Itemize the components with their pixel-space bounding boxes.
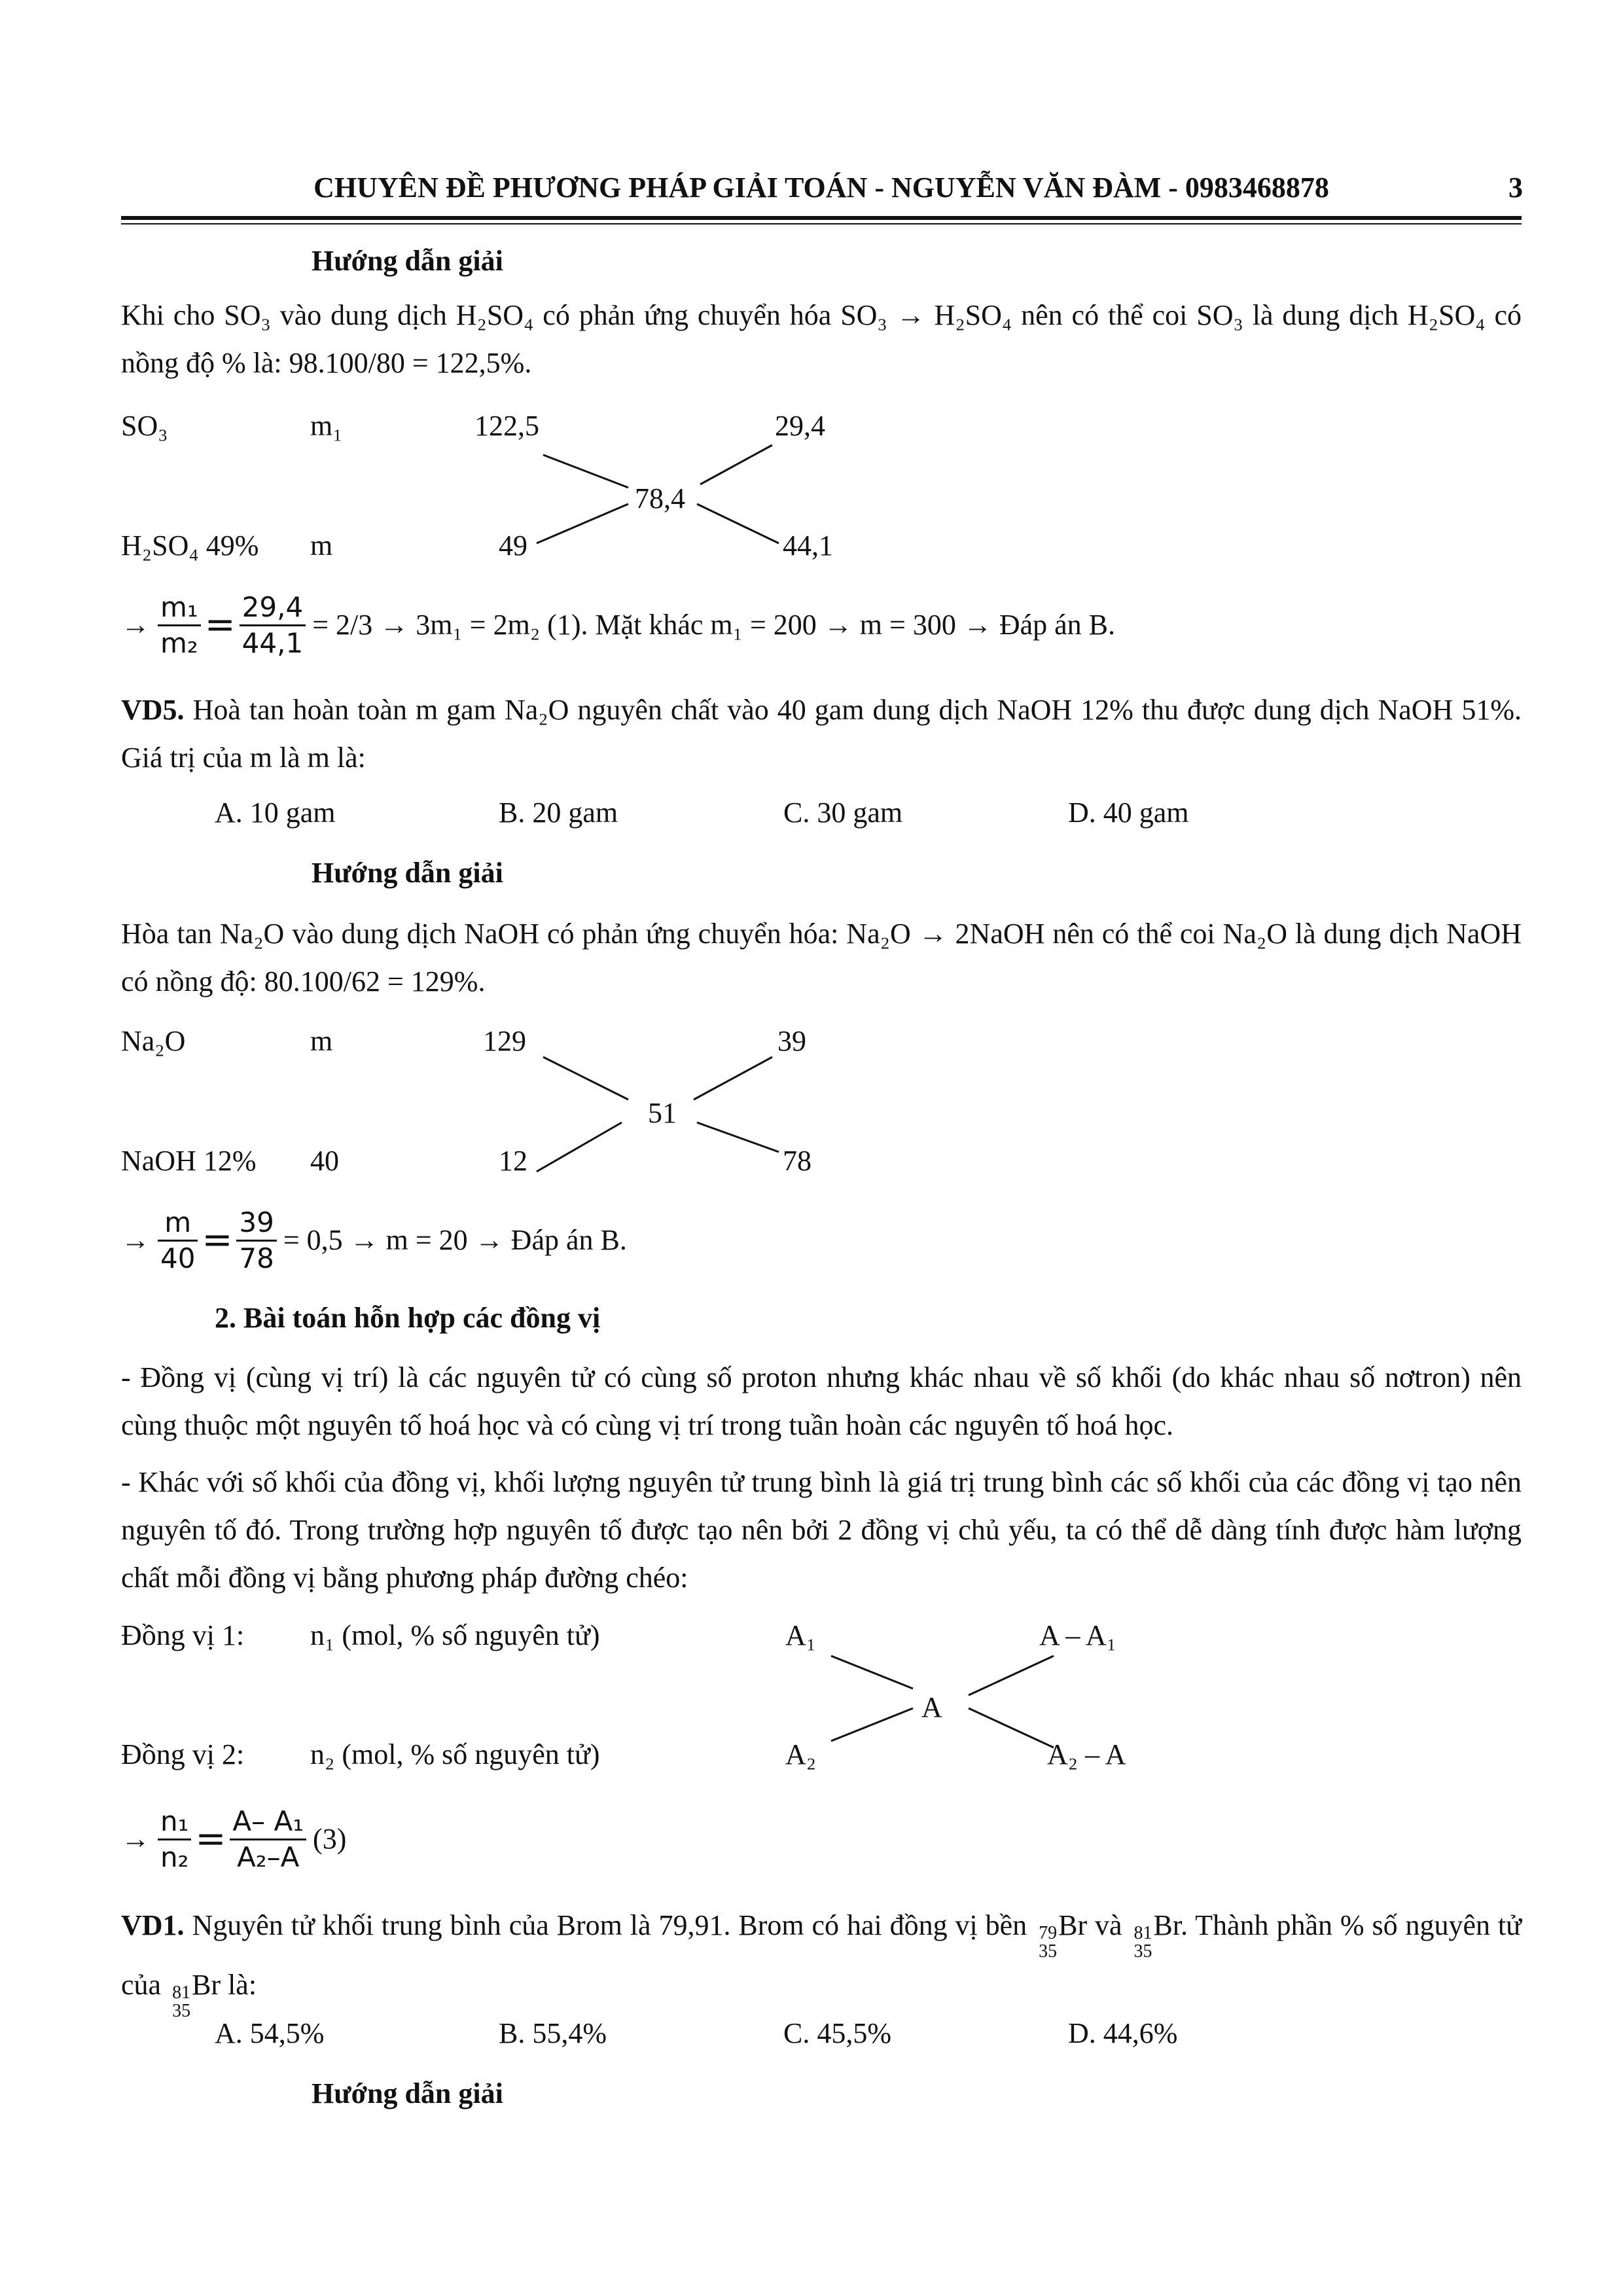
solution-heading: Hướng dẫn giải — [312, 245, 503, 277]
solution-heading: Hướng dẫn giải — [312, 2077, 503, 2109]
arrow: → — [121, 609, 150, 641]
diagram-row2-qty: n₂ (mol, % số nguyên tử) — [310, 1738, 600, 1770]
diagram-row2-left: 12 — [499, 1145, 527, 1177]
option-d: D. 40 gam — [1068, 797, 1189, 829]
diagram-row1-qty: m — [310, 1025, 333, 1057]
diagram-row2-label: Đồng vị 2: — [121, 1738, 245, 1770]
fraction: $\frac{\text{m₁}}{\text{m₂}}$ — [158, 590, 201, 660]
diagram-center: 51 — [648, 1097, 677, 1129]
equation-rest: (3) — [313, 1823, 347, 1856]
cross-line — [831, 1656, 913, 1689]
diagram-center: A — [921, 1691, 942, 1723]
diagram-row2-qty: 40 — [310, 1145, 339, 1177]
diagram-row1-right: 29,4 — [775, 410, 825, 442]
cross-line — [700, 445, 772, 484]
solution-paragraph: Hòa tan Na₂O vào dung dịch NaOH có phản ứng chuyển hóa: Na₂O → 2NaOH nên có thể coi Na₂O là dung dịch NaOH có nồng độ: 80.100/62 = 129%. — [121, 918, 1522, 997]
section-heading: 2. Bài toán hỗn hợp các đồng vị — [215, 1302, 601, 1334]
fraction: $\frac{29,4}{44,1}$ — [240, 590, 306, 660]
isotope-notation: 81 35 — [1133, 1923, 1152, 1962]
cross-line — [543, 455, 628, 488]
arrow: → — [121, 1224, 150, 1257]
option-c: C. 30 gam — [783, 797, 903, 829]
option-c: C. 45,5% — [783, 2017, 891, 2049]
section-paragraph: - Đồng vị (cùng vị trí) là các nguyên tử có cùng số proton nhưng khác nhau về số khối (do khác nhau số nơtron) nên cùng thuộc một nguyên tố hoá học và có cùng vị trí trong tuần hoàn các nguyên tố hoá học. — [121, 1361, 1522, 1441]
diagram-row1-qty: m₁ — [310, 410, 343, 442]
ratio-equation: → $\frac{m}{40}$ = $\frac{39}{78}$ = 0,5 → m = 20 → Đáp án B. — [121, 1206, 627, 1274]
cross-line — [537, 504, 628, 543]
option-b: B. 20 gam — [499, 797, 618, 829]
option-b: B. 55,4% — [499, 2017, 607, 2049]
arrow: → — [121, 1823, 150, 1856]
example-label: VD5. — [121, 694, 185, 726]
diagram-row2-qty: m — [310, 529, 333, 562]
diagram-row1-left: A₁ — [785, 1619, 817, 1651]
diagram-center: 78,4 — [635, 482, 685, 514]
diagram-row1-label: Na₂O — [121, 1025, 186, 1057]
page-number: 3 — [1508, 171, 1523, 204]
diagram-row2-left: 49 — [499, 529, 527, 562]
diagram-row1-label: Đồng vị 1: — [121, 1619, 245, 1651]
ratio-equation: → $\frac{\text{m₁}}{\text{m₂}}$ = $\frac{29,4}{44,1}$ = 2/3 → 3m₁ = 2m₂ (1). Mặt khác m₁ = 200 → m = 300 → Đáp án B. — [121, 590, 1116, 659]
cross-line — [969, 1708, 1054, 1748]
solution-heading: Hướng dẫn giải — [312, 857, 503, 889]
diagram-row2-right: 44,1 — [783, 529, 833, 562]
diagram-row2-right: 78 — [783, 1145, 812, 1177]
fraction: $\frac{39}{78}$ — [236, 1206, 276, 1276]
diagram-row2-label: H₂SO₄ 49% — [121, 529, 259, 562]
cross-line — [697, 1122, 779, 1152]
cross-line — [831, 1708, 913, 1741]
fraction: $\frac{\text{A– A₁}}{\text{A₂–A}}$ — [230, 1804, 306, 1874]
cross-line — [697, 504, 779, 543]
ratio-equation: → $\frac{\text{n₁}}{\text{n₂}}$ = $\frac{\text{A– A₁}}{\text{A₂–A}}$ (3) — [121, 1804, 347, 1873]
cross-line — [694, 1057, 772, 1100]
option-d: D. 44,6% — [1068, 2017, 1178, 2049]
cross-line — [543, 1057, 628, 1100]
solution-paragraph: Khi cho SO₃ vào dung dịch H₂SO₄ có phản ứng chuyển hóa SO₃ → H₂SO₄ nên có thể coi SO₃ là dung dịch H₂SO₄ có nồng độ % là: 98.100/80 = 122,5%. — [121, 299, 1522, 379]
isotope-notation: 81 35 — [172, 1982, 191, 2021]
isotope-notation: 79 35 — [1039, 1923, 1058, 1962]
running-header: CHUYÊN ĐỀ PHƯƠNG PHÁP GIẢI TOÁN - NGUYỄN VĂN ĐÀM - 0983468878 — [313, 171, 1329, 204]
diagram-row1-right: A – A₁ — [1039, 1619, 1117, 1651]
fraction: $\frac{m}{40}$ — [158, 1206, 198, 1276]
diagram-row1-left: 122,5 — [474, 410, 539, 442]
example-vd5 — [121, 686, 1522, 781]
example-text: Hoà tan hoàn toàn m gam Na₂O nguyên chất vào 40 gam dung dịch NaOH 12% thu được dung dịch NaOH 51%. Giá trị của m là m là: — [121, 694, 1522, 774]
diagram-row2-label: NaOH 12% — [121, 1145, 257, 1177]
diagram-row1-label: SO₃ — [121, 410, 168, 442]
option-a: A. 10 gam — [215, 797, 336, 829]
example-label: VD1. — [121, 1909, 185, 1941]
cross-line — [537, 1122, 622, 1172]
option-a: A. 54,5% — [215, 2017, 325, 2049]
diagram-row2-right: A₂ – A — [1047, 1738, 1126, 1770]
section-paragraph: - Khác với số khối của đồng vị, khối lượng nguyên tử trung bình là giá trị trung bình các số khối của các đồng vị tạo nên nguyên tố đó. Trong trường hợp nguyên tố được tạo nên bởi 2 đồng vị chủ yếu, ta có thể dễ dàng tính được hàm lượng chất mỗi đồng vị bằng phương pháp đường chéo: — [121, 1466, 1522, 1594]
equation-rest: = 2/3 → 3m₁ = 2m₂ (1). Mặt khác m₁ = 200 → m = 300 → Đáp án B. — [312, 609, 1116, 641]
diagram-row1-qty: n₁ (mol, % số nguyên tử) — [310, 1619, 600, 1651]
fraction: $\frac{\text{n₁}}{\text{n₂}}$ — [158, 1804, 191, 1874]
example-vd1: VD1. Nguyên tử khối trung bình của Brom là 79,91. Brom có hai đồng vị bền 79 35 Br và 81 35 Br. Thành phần % số nguyên tử của 81 35 Br là: — [121, 1909, 1522, 2021]
diagram-row1-right: 39 — [777, 1025, 806, 1057]
diagram-row1-left: 129 — [483, 1025, 526, 1057]
cross-line — [969, 1656, 1054, 1695]
diagram-row2-left: A₂ — [785, 1738, 817, 1770]
equation-rest: = 0,5 → m = 20 → Đáp án B. — [283, 1224, 627, 1257]
